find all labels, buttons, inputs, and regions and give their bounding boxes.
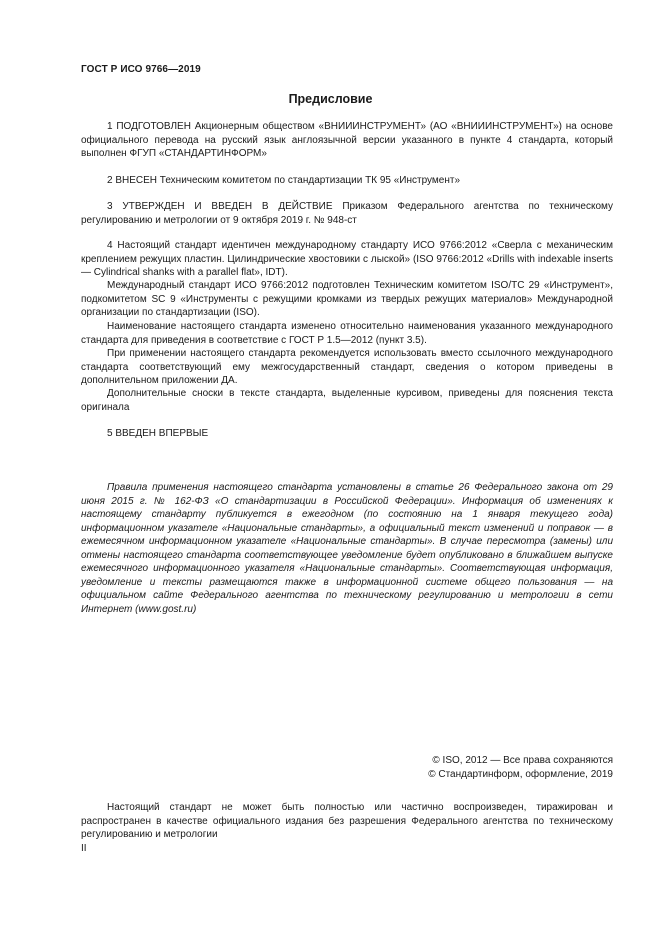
foreword-item-4-paragraph: При применении настоящего стандарта рекомендуется использовать вместо ссылочного международного стандарта соответствующий ему межгосударственный стандарт, сведения о котором приведены в дополнительном приложении ДА. [81,348,613,386]
foreword-item-5: 5 ВВЕДЕН ВПЕРВЫЕ [107,428,209,439]
standard-id-header: ГОСТ Р ИСО 9766—2019 [81,64,201,75]
page-title: Предисловие [288,92,373,106]
foreword-item-2: 2 ВНЕСЕН Техническим комитетом по стандартизации ТК 95 «Инструмент» [107,175,461,186]
foreword-item-4-paragraph: Международный стандарт ИСО 9766:2012 подготовлен Техническим комитетом ISO/TC 29 «Инструмент», подкомитетом SC 9 «Инструменты с режущими кромками из твердых режущих материалов» Международной организации по стандартизации (ISO). [81,280,613,318]
foreword-item-4: 4 Настоящий стандарт идентичен международному стандарту ИСО 9766:2012 «Сверла с механическим креплением режущих пластин. Цилиндрические хвостовики с лыской» (ISO 9766:2012 «Drills with indexable inserts — Cylindrical shanks with a parallel flat», IDT). [81,240,613,278]
foreword-item-4-paragraph: Дополнительные сноски в тексте стандарта, выделенные курсивом, приведены для пояснения текста оригинала [81,388,613,413]
page-number: II [81,843,87,854]
iso-copyright: © ISO, 2012 — Все права сохраняются [432,755,613,766]
foreword-item-1: 1 ПОДГОТОВЛЕН Акционерным обществом «ВНИИИНСТРУМЕНТ» (АО «ВНИИИНСТРУМЕНТ») на основе официального перевода на русский язык англоязычной версии указанного в пункте 4 стандарта, который выполнен ФГУП «СТАНДАРТИНФОРМ» [81,121,613,159]
foreword-item-3: 3 УТВЕРЖДЕН И ВВЕДЕН В ДЕЙСТВИЕ Приказом Федерального агентства по техническому регулированию и метрологии от 9 октября 2019 г. № 948-ст [81,201,613,226]
foreword-item-4-paragraph: Наименование настоящего стандарта изменено относительно наименования указанного международного стандарта для приведения в соответствие с ГОСТ Р 1.5—2012 (пункт 3.5). [81,321,613,346]
application-rules-notice: Правила применения настоящего стандарта установлены в статье 26 Федерального закона от 29 июня 2015 г. № 162-ФЗ «О стандартизации в Российской Федерации». Информация об изменениях к настоящему стандарту публикуется в ежегодном (по состоянию на 1 января текущего года) информационном указателе «Национальные стандарты», а официальный текст изменений и поправок — в ежемесячном информационном указателе «Национальные стандарты». В случае пересмотра (замены) или отмены настоящего стандарта соответствующее уведомление будет опубликовано в ближайшем выпуске ежемесячного информационного указателя «Национальные стандарты». Соответствующая информация, уведомление и тексты размещаются также в информационной системе общего пользования — на официальном сайте Федерального агентства по техническому регулированию и метрологии в сети Интернет (www.gost.ru) [81,482,613,615]
standartinform-copyright: © Стандартинформ, оформление, 2019 [428,769,613,780]
reproduction-notice: Настоящий стандарт не может быть полностью или частично воспроизведен, тиражирован и распространен в качестве официального издания без разрешения Федерального агентства по техническому регулированию и метрологии [81,802,613,840]
